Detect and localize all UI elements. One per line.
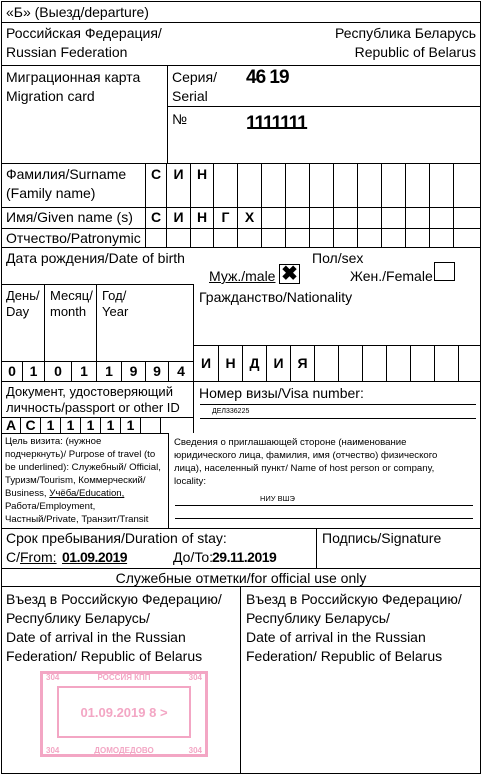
sex-male-label: Муж./male — [209, 268, 276, 284]
stay-from — [6, 549, 57, 566]
entry-stamp — [40, 671, 208, 757]
stamp-location: ДОМОДЕДОВО — [94, 746, 154, 755]
birth-digit: 1 — [105, 363, 113, 379]
entry-right-line: Въезд в Российскую Федерацию/ — [246, 591, 462, 607]
nationality-label: Гражданство/Nationality — [199, 289, 353, 305]
entry-right-line: Республику Беларусь/ — [246, 610, 390, 626]
nationality-letter: И — [200, 355, 212, 371]
entry-left-line: Federation/ Republic of Belarus — [6, 648, 203, 664]
birth-digit: 1 — [80, 363, 88, 379]
year-label-en: Year — [102, 304, 129, 319]
given-name-letter: Г — [221, 209, 230, 225]
country-right-ru: Республика Беларусь — [335, 25, 476, 41]
sex-label: Пол/sex — [312, 250, 364, 266]
document-char: С — [25, 417, 36, 433]
purpose-education-underlined: Учёба/Education, — [49, 488, 125, 499]
entry-right-line: Date of arrival in the Russian — [246, 629, 426, 645]
stamp-code: 304 — [188, 746, 202, 755]
country-left-ru: Российская Федерация/ — [6, 25, 162, 41]
document-char: 1 — [46, 417, 55, 433]
birth-digit: 4 — [177, 363, 185, 379]
host-line: Сведения о приглашающей стороне (наименование — [174, 437, 407, 448]
surname-letter: Н — [196, 166, 208, 182]
document-char: А — [5, 417, 17, 433]
stamp-code: 304 — [46, 746, 60, 755]
host-line: locality: — [174, 476, 206, 487]
country-right-en: Republic of Belarus — [354, 44, 476, 60]
surname-letter: И — [173, 166, 184, 182]
birth-digit: 9 — [153, 363, 161, 379]
card-label-en: Migration card — [6, 88, 95, 104]
serial-label: Serial — [172, 88, 208, 104]
purpose-line: be underlined): Служебный/ Official, — [5, 462, 161, 473]
purpose-business: Business, — [5, 488, 50, 499]
birth-digit: 0 — [8, 363, 16, 379]
entry-right-line: Federation/ Republic of Belarus — [246, 648, 443, 664]
given-name-letter: Х — [244, 209, 255, 225]
host-line: юридического лица, фамилия, имя (отчество) физического — [174, 450, 438, 461]
visa-label: Номер визы/Visa number: — [199, 385, 364, 401]
entry-left-line: Республику Беларусь/ — [6, 610, 150, 626]
sex-female-label: Жен./Female — [350, 268, 433, 284]
nationality-letter: Д — [249, 355, 260, 371]
given-name-letter: Н — [196, 209, 208, 225]
day-label-en: Day — [6, 304, 30, 319]
stamp-date: 01.09.2019 8 > — [80, 705, 168, 720]
surname-label-sub: (Family name) — [6, 185, 96, 201]
nationality-letter: Я — [297, 355, 308, 371]
document-label-en: личность/passport or other ID — [6, 400, 180, 415]
given-name-letter: С — [150, 209, 162, 225]
document-char: 1 — [86, 417, 95, 433]
given-name-letter: И — [173, 209, 184, 225]
series-label: Серия/ — [172, 69, 217, 85]
purpose-line: Туризм/Tourism, Коммерческий/ — [5, 475, 146, 486]
document-char: 1 — [106, 417, 115, 433]
series-value: 46 19 — [246, 67, 289, 88]
stay-to-value: 29.11.2019 — [212, 549, 277, 565]
document-char: 1 — [66, 417, 75, 433]
entry-left-line: Въезд в Российскую Федерацию/ — [6, 591, 222, 607]
purpose-line: Цель визита: (нужное — [5, 436, 102, 447]
entry-right — [246, 590, 462, 666]
host-value: НИУ ВШЭ — [260, 494, 295, 503]
birth-digit: 1 — [29, 363, 38, 379]
male-checkbox[interactable]: ✖ — [279, 264, 300, 284]
female-checkbox[interactable] — [434, 262, 455, 281]
entry-left — [6, 590, 222, 666]
stay-from-prefix: С/ — [6, 549, 20, 565]
stamp-code: 304 — [46, 673, 60, 682]
surname-label: Фамилия/Surname — [6, 166, 127, 182]
stay-label: Срок пребывания/Duration of stay: — [6, 530, 227, 546]
country-left-en: Russian Federation — [6, 44, 128, 60]
day-label: День/ — [6, 288, 40, 303]
stay-from-value: 01.09.2019 — [62, 549, 128, 565]
purpose-line: Работа/Employment, — [5, 501, 96, 512]
purpose-line: подчеркнуть)/ Purpose of travel (to — [5, 449, 156, 460]
stamp-checkpoint: РОССИЯ КПП — [97, 673, 151, 682]
year-label: Год/ — [102, 288, 127, 303]
birth-digit: 9 — [129, 363, 138, 379]
form-title: «Б» (Выезд/departure) — [6, 4, 149, 20]
document-char: 1 — [126, 417, 135, 433]
official-use-label: Служебные отметки/for official use only — [115, 570, 367, 586]
document-label: Документ, удостоверяющий — [6, 384, 173, 399]
birth-digit: 0 — [54, 363, 62, 379]
given-name-label: Имя/Given name (s) — [6, 209, 133, 225]
visa-value: ДЕЛ336225 — [212, 408, 250, 415]
month-label-en: month — [50, 304, 87, 319]
nationality-letter: И — [273, 355, 284, 371]
stamp-code: 304 — [188, 673, 202, 682]
stay-from-label: From: — [20, 549, 57, 565]
number-label: № — [172, 111, 188, 127]
signature-label: Подпись/Signature — [322, 530, 442, 546]
purpose-line: Частный/Private, Транзит/Transit — [5, 514, 149, 525]
patronymic-label: Отчество/Patronymic — [6, 230, 141, 246]
entry-left-line: Date of arrival in the Russian — [6, 629, 186, 645]
stay-to-label: До/To: — [173, 549, 213, 565]
card-label-ru: Миграционная карта — [6, 69, 141, 85]
purpose-line — [5, 488, 124, 500]
host-line: лица), населенный пункт/ Name of host person or company, — [174, 463, 435, 474]
nationality-letter: Н — [225, 355, 236, 371]
surname-letter: С — [150, 166, 162, 182]
birth-label: Дата рождения/Date of birth — [6, 250, 185, 266]
month-label: Месяц/ — [50, 288, 93, 303]
number-value: 1111111 — [246, 113, 307, 134]
